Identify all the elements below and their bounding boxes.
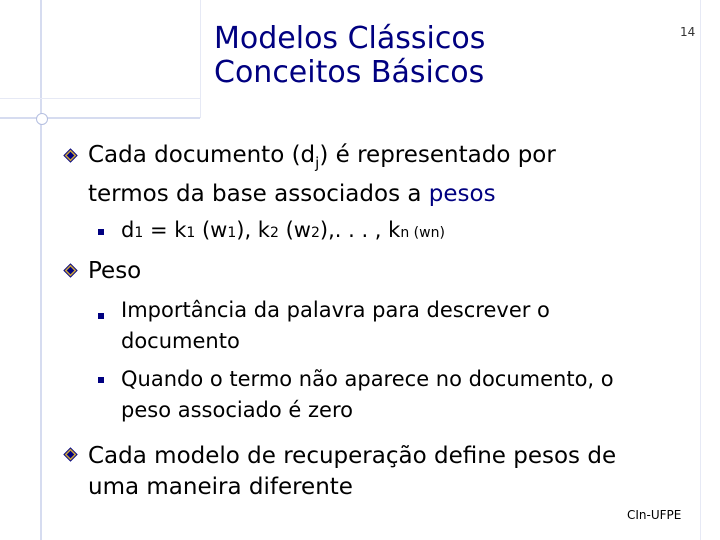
bullet-2-item-1 <box>121 295 550 357</box>
page-number: 14 <box>680 25 696 39</box>
formula-w1-close: ), k <box>236 218 270 242</box>
formula-d-sub: 1 <box>134 225 144 241</box>
formula-w2-sub: 2 <box>310 225 320 241</box>
bullet-2-item-2 <box>121 364 614 426</box>
formula-eq: = k <box>143 218 187 242</box>
formula-wn-sub: n <box>430 225 440 241</box>
bullet-1-text-a: Cada documento (d <box>88 142 316 168</box>
bullet-1-text-b: ) é representado por <box>319 142 556 168</box>
formula-k2-sub: 2 <box>269 225 279 241</box>
diamond-bullet-icon <box>63 263 78 278</box>
formula-wn-open: (w <box>409 225 431 241</box>
bullet-2: Peso <box>88 258 142 284</box>
formula-w1-sub: 1 <box>227 225 237 241</box>
formula-k1-sub: 1 <box>186 225 196 241</box>
formula-close: ) <box>439 225 445 241</box>
bullet-3-line-2: uma maneira diferente <box>88 474 353 500</box>
corner-ring-icon <box>36 113 48 125</box>
bullet-3-line-1: Cada modelo de recuperação define pesos de <box>88 443 617 469</box>
title-side-line <box>200 0 201 118</box>
top-guide-line <box>0 98 200 99</box>
formula-kn-sub: n <box>400 225 410 241</box>
bullet-1-highlight: pesos <box>428 181 496 207</box>
bullet-1 <box>88 140 556 210</box>
slide-title <box>214 22 485 90</box>
formula-mid: ),. . . , k <box>319 218 401 242</box>
diamond-bullet-icon <box>63 148 78 163</box>
formula-w1-open: (w <box>195 218 228 242</box>
bullet-3 <box>88 441 616 503</box>
formula-d: d <box>121 218 135 242</box>
title-line-2: Conceitos Básicos <box>214 55 485 90</box>
square-bullet-icon <box>98 377 104 383</box>
bullet-1-subscript: j <box>315 154 320 172</box>
bullet-2-item-1-line-2: documento <box>121 329 240 353</box>
bullet-1-text-c: termos da base associados a <box>88 181 429 207</box>
square-bullet-icon <box>98 229 104 235</box>
bullet-2-item-2-line-2: peso associado é zero <box>121 398 353 422</box>
bullet-2-item-1-line-1: Importância da palavra para descrever o <box>121 298 550 322</box>
square-bullet-icon <box>98 313 104 319</box>
bullet-2-item-2-line-1: Quando o termo não aparece no documento, o <box>121 367 614 391</box>
diamond-bullet-icon <box>63 447 78 462</box>
horizontal-guide-line <box>0 117 200 119</box>
vertical-guide-line <box>40 0 42 540</box>
title-line-1: Modelos Clássicos <box>214 21 486 56</box>
right-side-line <box>700 0 701 540</box>
bullet-1-line-1 <box>88 140 556 179</box>
formula-w2-open: (w <box>278 218 311 242</box>
footer-label: CIn-UFPE <box>627 508 682 522</box>
formula-line <box>121 215 445 249</box>
bullet-1-line-2 <box>88 179 556 210</box>
